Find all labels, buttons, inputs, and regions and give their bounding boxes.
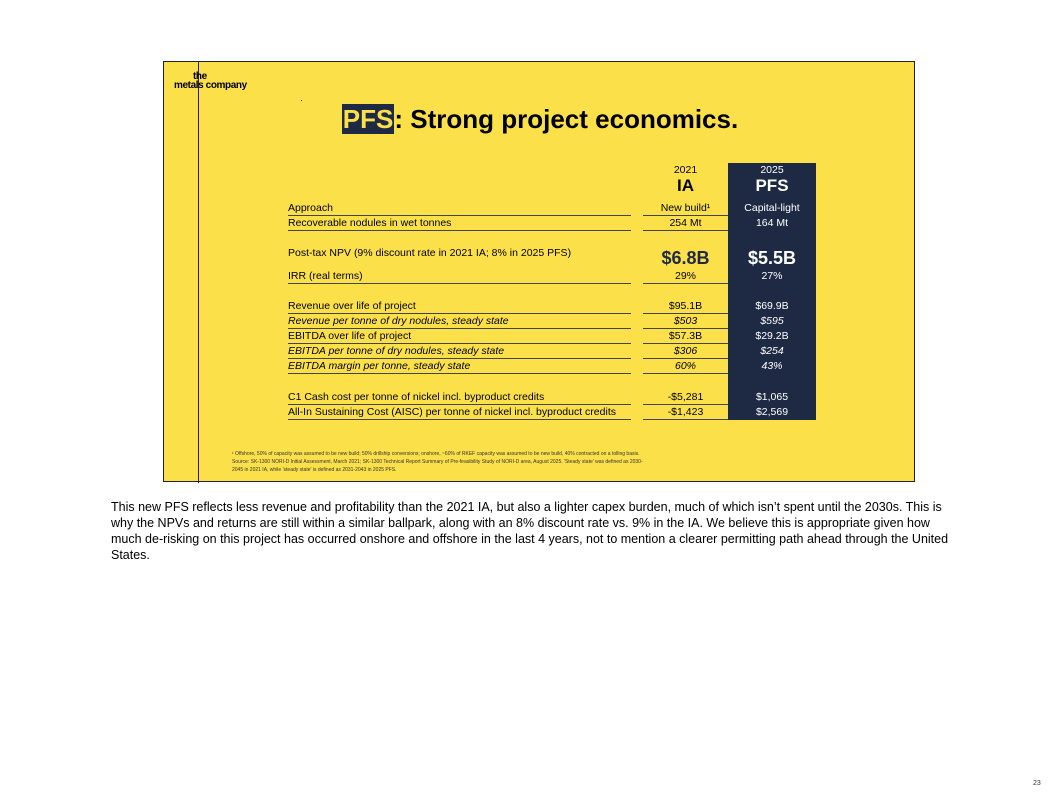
ia-value: 60%	[643, 359, 728, 374]
pfs-value: $5.5B	[747, 248, 797, 268]
footnote-line-2: Source: SK-1300 NORI-D Initial Assessment, March 2021; SK-1300 Technical Report Summary of Pre-feasibility Study of NORI-D area, August 2025. 'Steady state' was defined as 2030-	[232, 459, 643, 465]
ia-value: -$5,281	[643, 390, 728, 405]
logo-line-2: metals company	[174, 80, 247, 91]
ia-value: New build¹	[643, 201, 728, 216]
table-row	[288, 314, 816, 329]
pfs-value: $254	[760, 345, 784, 357]
row-label: Approach	[288, 201, 631, 216]
table-row	[288, 216, 816, 231]
ia-value: -$1,423	[643, 405, 728, 420]
slide-title	[164, 104, 916, 135]
ia-value: $306	[643, 344, 728, 359]
footnote-line-1: ¹ Offshore, 50% of capacity was assumed to be new build; 50% drillship conversions; onshore, ~60% of RKEF capacity was assumed to be new build, 40% contracted on a tolling basis.	[232, 451, 640, 457]
page-number: 23	[1033, 780, 1041, 787]
pfs-value: 164 Mt	[755, 217, 789, 229]
footnote	[232, 450, 832, 474]
table-row	[288, 269, 816, 284]
row-label: C1 Cash cost per tonne of nickel incl. byproduct credits	[288, 390, 631, 405]
table-row	[288, 246, 816, 268]
table-row	[288, 329, 816, 344]
pfs-value: 43%	[761, 360, 783, 372]
pfs-column-header	[728, 163, 816, 195]
pfs-value: $2,569	[755, 406, 789, 418]
row-label: Recoverable nodules in wet tonnes	[288, 216, 631, 231]
table-row	[288, 359, 816, 374]
ia-value: 254 Mt	[643, 216, 728, 231]
slide-panel	[163, 61, 915, 482]
title-highlight: PFS	[342, 104, 394, 134]
row-label: EBITDA over life of project	[288, 329, 631, 344]
row-label: EBITDA per tonne of dry nodules, steady state	[288, 344, 631, 359]
pfs-value: 27%	[761, 270, 783, 282]
ia-value: $95.1B	[643, 299, 728, 314]
title-rest: : Strong project economics.	[394, 104, 739, 134]
footnote-line-3: 2045 in 2021 IA, while 'steady state' is defined as 2031-2043 in 2025 PFS.	[232, 467, 397, 473]
row-label: All-In Sustaining Cost (AISC) per tonne of nickel incl. byproduct credits	[288, 405, 631, 420]
ia-year: 2021	[673, 164, 698, 176]
row-label: IRR (real terms)	[288, 269, 631, 284]
decorative-dot	[301, 100, 302, 101]
logo-line-1: the	[193, 71, 207, 82]
company-logo	[174, 72, 247, 90]
pfs-value: $595	[760, 315, 784, 327]
table-row	[288, 201, 816, 216]
pfs-value: $1,065	[755, 391, 789, 403]
commentary-paragraph: This new PFS reflects less revenue and profitability than the 2021 IA, but also a lighter capex burden, much of which isn’t spent until the 2030s. This is why the NPVs and returns are still within a similar ballpark, along with an 8% discount rate vs. 9% in the IA. We believe this is appropriate given how much de-risking on this project has occurred onshore and offshore in the last 4 years, not to mention a clearer permitting path ahead through the United States.	[111, 500, 949, 562]
table-row	[288, 405, 816, 420]
table-row	[288, 344, 816, 359]
ia-column-header	[643, 163, 728, 195]
ia-name: IA	[677, 176, 694, 195]
pfs-value: Capital-light	[744, 202, 800, 214]
pfs-value: $29.2B	[755, 330, 789, 342]
pfs-name: PFS	[755, 176, 789, 195]
row-label: Revenue per tonne of dry nodules, steady state	[288, 314, 631, 329]
table-row	[288, 390, 816, 405]
ia-value: $6.8B	[661, 248, 710, 268]
table-row	[288, 299, 816, 314]
ia-value: $503	[643, 314, 728, 329]
row-label: EBITDA margin per tonne, steady state	[288, 359, 631, 374]
ia-value: 29%	[643, 269, 728, 284]
row-label: Post-tax NPV (9% discount rate in 2021 IA; 8% in 2025 PFS)	[288, 247, 572, 259]
row-label: Revenue over life of project	[288, 299, 631, 314]
pfs-value: $69.9B	[755, 300, 789, 312]
ia-value: $57.3B	[643, 329, 728, 344]
pfs-year: 2025	[760, 164, 784, 176]
